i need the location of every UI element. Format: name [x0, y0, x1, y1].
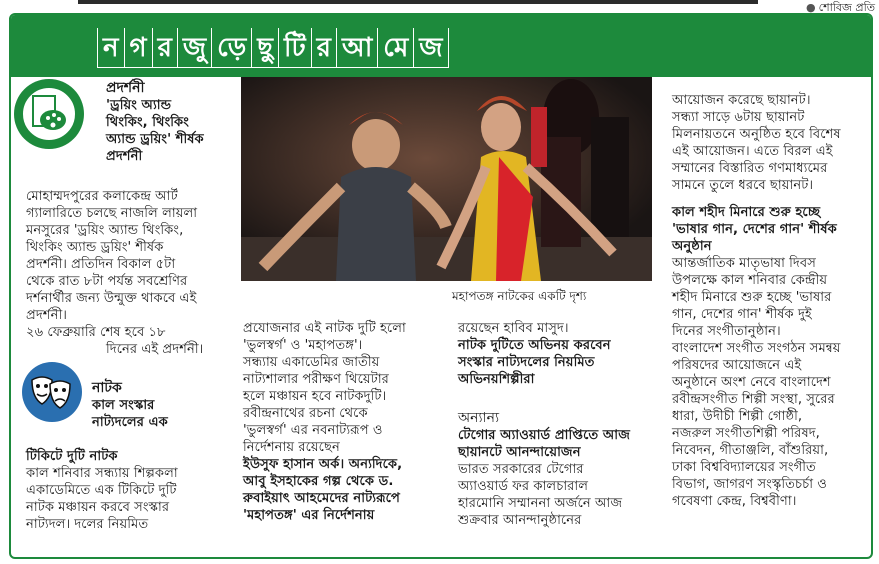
other-body-line: অ্যাওয়ার্ড ফর কালচারাল	[458, 479, 589, 494]
col4-line: সন্ধ্যা সাড়ে ৬টায় ছায়ানট	[672, 110, 805, 125]
col2-bold-line: রুবাইয়াৎ আহমেদের নাট্যরূপে	[243, 491, 400, 506]
col4-line: নিবেদন, গীতাঞ্জলি, বাঁশুরিয়া,	[672, 443, 829, 458]
theatre-masks-icon	[22, 362, 82, 422]
palette-icon	[23, 88, 75, 140]
source-label-text: শোবিজ প্রতি	[818, 1, 875, 14]
exhibition-title-line: থিংকিং, থিংকিং	[106, 115, 189, 130]
spacer	[672, 194, 872, 204]
title-glyph: মে	[377, 28, 413, 68]
col4-line: ঢাকা বিশ্ববিদ্যালয়ের সংগীত	[672, 460, 816, 475]
title-glyph: র	[311, 28, 336, 68]
top-rule	[78, 0, 758, 4]
col4-line: সামনে তুলে ধরবে ছায়ানট।	[672, 178, 814, 193]
drama-title-line: কাল সংস্কার	[92, 398, 155, 413]
spacer	[458, 388, 658, 410]
col4-line: গান, দেশের গান' শীর্ষক দুই	[672, 307, 812, 322]
title-glyph: ছু	[251, 28, 278, 68]
other-body-line: শুক্রবার আনন্দানুষ্ঠানের	[458, 513, 582, 528]
column-exhibition-body	[26, 188, 238, 358]
other-title-line: ছায়ানটে আনন্দায়োজন	[458, 445, 581, 460]
col4-line: পরিষদের আয়োজনে এই	[672, 358, 802, 373]
drama-title-line: টিকিটে দুটি নাটক	[26, 449, 118, 464]
event-title-line: অনুষ্ঠান	[672, 239, 712, 254]
title-glyph: র	[152, 28, 177, 68]
col4-line: ধারা, উদীচী শিল্পী গোষ্ঠী,	[672, 409, 803, 424]
col4-line: নজরুল সংগীতশিল্পী পরিষদ,	[672, 426, 820, 441]
col4-line: গবেষণা কেন্দ্র, বিশ্ববীণা।	[672, 494, 797, 509]
col2-line: হলে মঞ্চায়ন হবে নাটকদুটি।	[243, 389, 387, 404]
exhibition-body-line: দর্শনার্থীর জন্য উন্মুক্ত থাকবে এই	[26, 291, 197, 306]
event-title-line: 'ভাষার গান, দেশের গান' শীর্ষক	[672, 222, 837, 237]
col4-line: বিভাগ, জাগরণ সংস্কৃতিচর্চা ও	[672, 477, 827, 492]
drama-body-line: কাল শনিবার সন্ধ্যায় শিল্পকলা	[26, 466, 178, 481]
title-glyph: ন	[97, 28, 124, 68]
exhibition-title-line: 'ড্রয়িং অ্যান্ড	[106, 98, 172, 113]
col2-line: 'ভুলস্বর্গ' ও 'মহাপতঙ্গ'।	[243, 338, 363, 353]
exhibition-body-line: মোহাম্মদপুরের কলাকেন্দ্র আর্ট	[26, 189, 178, 204]
play-photo	[241, 77, 652, 281]
top-strip	[0, 0, 879, 14]
drama-body-line: নাটক মঞ্চায়ন করবে সংস্কার	[26, 500, 170, 515]
col4-line: বাংলাদেশ সংগীত সংগঠন সমন্বয়	[672, 341, 841, 356]
exhibition-title-line: প্রদর্শনী	[106, 149, 143, 164]
exhibition-body-line: থিংকিং অ্যান্ড ড্রয়িং' শীর্ষক	[26, 240, 164, 255]
column-two	[243, 320, 443, 524]
drama-badge	[22, 362, 82, 422]
col2-line: নির্দেশনায় রয়েছেন	[243, 440, 340, 455]
exhibition-head: প্রদর্শনী	[106, 80, 145, 96]
col3-bold-line: নাটক দুটিতে অভিনয় করবেন	[458, 338, 611, 353]
title-glyph: জু	[177, 28, 211, 68]
exhibition-body-line: মনসুরের 'ড্রয়িং অ্যান্ড থিংকিং,	[26, 223, 184, 238]
column-drama-body	[26, 448, 238, 533]
col4-line: আন্তর্জাতিক মাতৃভাষা দিবস	[672, 256, 816, 271]
bullet-icon: ●	[806, 1, 816, 14]
drama-body-line: নাট্যদল। দলের নিয়মিত	[26, 517, 149, 532]
col3-bold-line: অভিনয়শিল্পীরা	[458, 372, 535, 387]
exhibition-badge	[14, 79, 84, 149]
title-glyph: টি	[278, 28, 311, 68]
col4-line: মিলনায়তনে অনুষ্ঠিত হবে বিশেষ	[672, 127, 841, 142]
exhibition-end-line: দিনের এই প্রদর্শনী।	[106, 342, 204, 357]
drama-body-line: একাডেমিতে এক টিকিটে দুটি	[26, 483, 177, 498]
col4-line: এই আয়োজন। এতে বিরল এই	[672, 144, 833, 159]
col4-line: আয়োজন করেছে ছায়ানট।	[672, 93, 811, 108]
col3-bold-line: সংস্কার নাট্যদলের নিয়মিত	[458, 355, 595, 370]
photo-caption: মহাপতঙ্গ নাটকের একটি দৃশ্য	[452, 289, 587, 303]
column-three	[458, 320, 658, 529]
col4-line: শহীদ মিনারে শুরু হচ্ছে 'ভাষার	[672, 290, 832, 305]
column-four	[672, 92, 872, 510]
section-header	[11, 15, 871, 77]
col4-line: দিনের সংগীতানুষ্ঠান।	[672, 324, 781, 339]
exhibition-body-line: থেকে রাত ৮টা পর্যন্ত সবশ্রেণির	[26, 274, 188, 289]
col4-line: রবীন্দ্রসংগীত শিল্পী সংস্থা, সুরের	[672, 392, 835, 407]
col4-line: উপলক্ষে কাল শনিবার কেন্দ্রীয়	[672, 273, 828, 288]
col2-line: সন্ধ্যায় একাডেমির জাতীয়	[243, 355, 380, 370]
exhibition-body-line: গ্যালারিতে চলছে নাজলি লায়লা	[26, 206, 198, 221]
exhibition-body-line: প্রদর্শনী। প্রতিদিন বিকাল ৫টা	[26, 257, 176, 272]
col2-bold-line: 'মহাপতঙ্গ' এর নির্দেশনায়	[243, 508, 375, 523]
column-drama-head	[92, 380, 232, 431]
other-body-line: ভারত সরকারের টেগোর	[458, 462, 584, 477]
col2-line: 'ভুলস্বর্গ' এর নবনাট্যরূপ ও	[243, 423, 383, 438]
col2-bold-line: ইউসুফ হাসান অর্ক। অন্যদিকে,	[243, 457, 403, 472]
col3-line: রয়েছেন হাবিব মাসুদ।	[458, 321, 569, 336]
column-exhibition-head	[106, 80, 236, 165]
other-title-line: টেগোর অ্যাওয়ার্ড প্রাপ্তিতে আজ	[458, 428, 631, 443]
other-head: অন্যান্য	[458, 410, 500, 426]
title-glyph: ড়ে	[211, 28, 251, 68]
drama-title-line: নাট্যদলের এক	[92, 415, 168, 430]
other-body-line: হারমোনি সম্মাননা অর্জনে আজ	[458, 496, 623, 511]
exhibition-title-line: অ্যান্ড ড্রয়িং' শীর্ষক	[106, 132, 204, 147]
exhibition-body-line: প্রদর্শনী।	[26, 308, 67, 323]
title-glyph: গ	[124, 28, 152, 68]
col2-line: নাট্যশালার পরীক্ষণ থিয়েটার	[243, 372, 389, 387]
event-title-line: কাল শহীদ মিনারে শুরু হচ্ছে	[672, 205, 821, 220]
col2-bold-line: আবু ইসহাকের গল্প থেকে ড.	[243, 474, 394, 489]
col2-line: প্রযোজনার এই নাটক দুটি হলো	[243, 321, 406, 336]
col4-line: অনুষ্ঠানে অংশ নেবে বাংলাদেশ	[672, 375, 831, 390]
title-glyph: আ	[336, 28, 377, 68]
section-title	[97, 28, 449, 68]
drama-head: নাটক	[92, 380, 122, 396]
exhibition-end-line: ২৬ ফেব্রুয়ারি শেষ হবে ১৮	[26, 325, 166, 340]
stage-scene-image	[241, 77, 652, 281]
exhibition-badge-inner	[22, 87, 76, 141]
col2-line: রবীন্দ্রনাথের রচনা থেকে	[243, 406, 368, 421]
title-glyph: জ	[413, 28, 448, 68]
col4-line: সম্মানের বিস্তারিত গণমাধ্যমের	[672, 161, 828, 176]
